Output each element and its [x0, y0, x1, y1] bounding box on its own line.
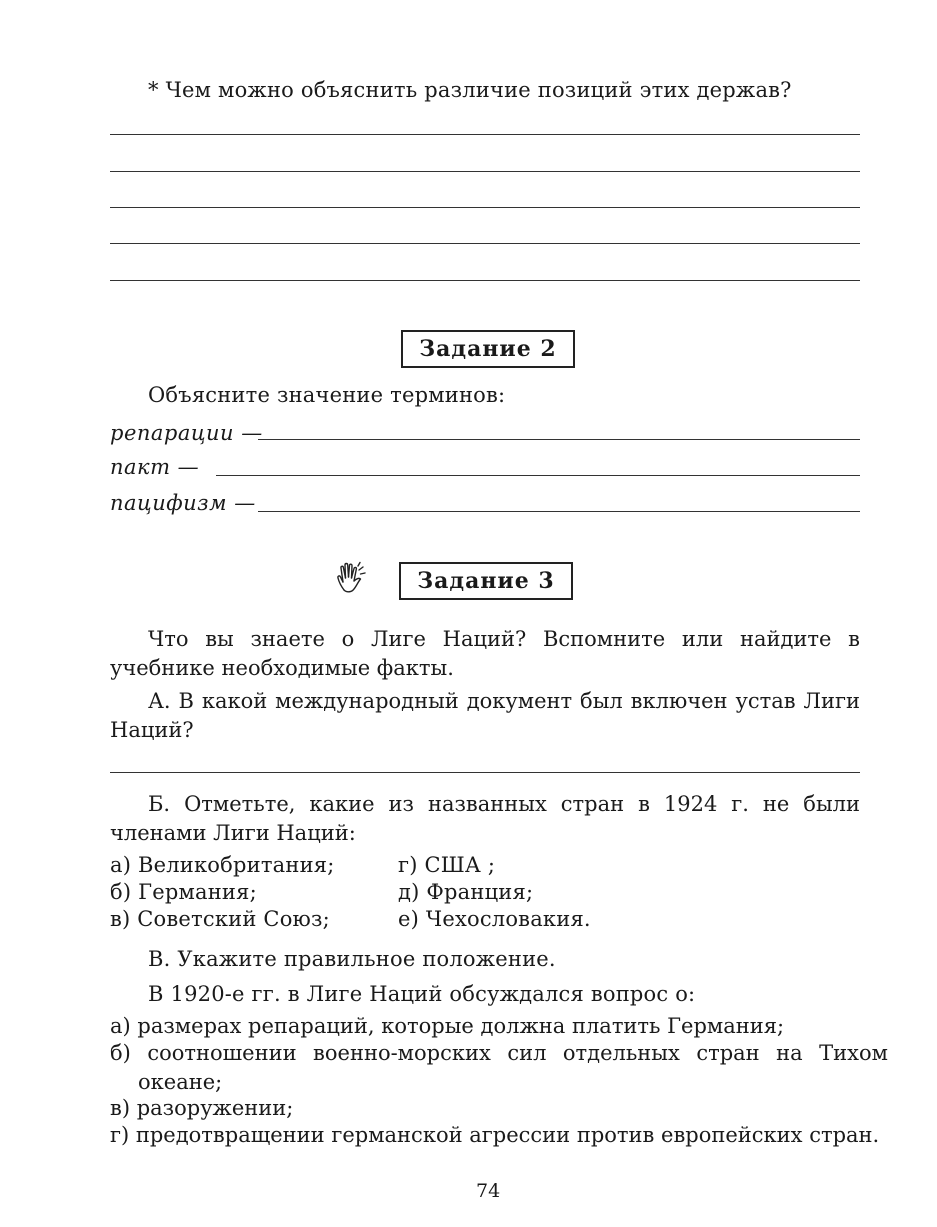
statement-option[interactable]: а) размерах репараций, которые должна платить Германия;: [110, 1014, 785, 1038]
country-option[interactable]: д) Франция;: [398, 880, 534, 904]
answer-line[interactable]: [110, 280, 860, 281]
country-option[interactable]: б) Германия;: [110, 880, 257, 904]
star-question: * Чем можно объяснить различие позиций этих держав?: [148, 78, 792, 102]
term-pact: пакт —: [110, 455, 200, 479]
hand-icon: [332, 560, 372, 600]
country-option[interactable]: г) США ;: [398, 853, 496, 877]
task2-title: Задание 2: [401, 330, 575, 368]
country-option[interactable]: е) Чехословакия.: [398, 907, 591, 931]
term-answer-line[interactable]: [216, 475, 860, 476]
term-pacifism: пацифизм —: [110, 491, 256, 515]
answer-line[interactable]: [110, 772, 860, 773]
task3-question-a: А. В какой международный документ был включен устав Лиги Наций?: [110, 689, 860, 742]
answer-line[interactable]: [110, 134, 860, 135]
page-number: 74: [476, 1180, 501, 1202]
task3-question-v: В. Укажите правильное положение.: [148, 947, 556, 971]
task3-question-b: Б. Отметьте, какие из названных стран в 1924 г. не были членами Лиги Наций:: [110, 792, 860, 845]
answer-line[interactable]: [110, 171, 860, 172]
task3-title: Задание 3: [399, 562, 573, 600]
answer-line[interactable]: [110, 207, 860, 208]
country-option[interactable]: а) Великобритания;: [110, 853, 335, 877]
country-option[interactable]: в) Советский Союз;: [110, 907, 330, 931]
term-reparations: репарации —: [110, 421, 263, 445]
statement-option[interactable]: в) разоружении;: [110, 1096, 294, 1120]
statement-option[interactable]: г) предотвращении германской агрессии против европейских стран.: [110, 1123, 880, 1147]
task2-intro: Объясните значение терминов:: [148, 383, 506, 407]
statement-option[interactable]: б) соотношении военно-морских сил отдельных стран на Тихом океане;: [110, 1041, 888, 1094]
term-answer-line[interactable]: [258, 439, 860, 440]
task3-intro: Что вы знаете о Лиге Наций? Вспомните или найдите в учебнике необходимые факты.: [110, 627, 860, 680]
task3-v-intro: В 1920-е гг. в Лиге Наций обсуждался вопрос о:: [148, 982, 696, 1006]
answer-line[interactable]: [110, 243, 860, 244]
term-answer-line[interactable]: [258, 511, 860, 512]
